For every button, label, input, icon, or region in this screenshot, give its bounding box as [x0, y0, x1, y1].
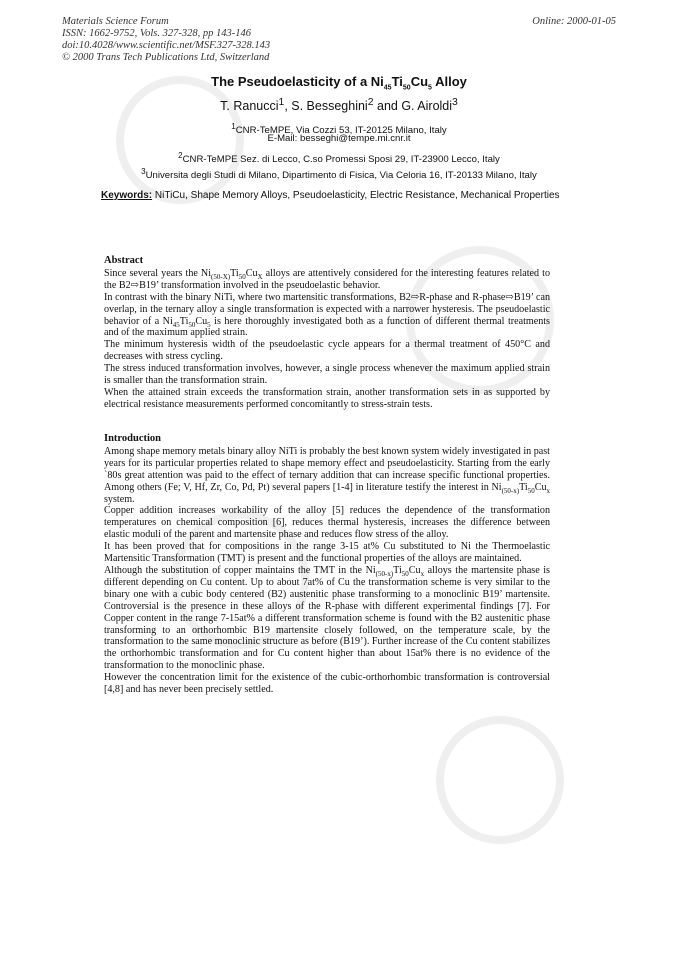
- copyright-line: © 2000 Trans Tech Publications Ltd, Switzerland: [62, 52, 270, 63]
- keywords-text: NiTiCu, Shape Memory Alloys, Pseudoelasticity, Electric Resistance, Mechanical Properties: [152, 190, 560, 201]
- abstract-section: [104, 255, 550, 411]
- affiliation-1: $^1$CNR-TeMPE, Via Cozzi 53, IT-20125 Milano, Italy: [231, 122, 447, 137]
- abstract-paragraph: In contrast with the binary NiTi, where two martensitic transformations, B2⇨R-phase and R-phase⇨B19’ can overlap, in the ternary alloy a single transformation is expected with a narrower hysteresis. The pseudoelastic behavior of a $Ni_{45}Ti_{50}Cu_5$ is here thoroughly investigated both as a function of different thermal treatments and of the maximum applied strain.: [104, 291, 550, 339]
- introduction-paragraph: Among shape memory metals binary alloy NiTi is probably the best known system widely investigated in past years for its particular properties related to shape memory effect and pseudoelasticity. Starting from the early `80s great attention was paid to the effect of ternary addition that can increase specific functional properties. Among others (Fe; V, Hf, Zr, Co, Pd, Pt) several papers [1-4] in literature testify the interest in $Ni_{(50-x)}Ti_{50}Cu_x$ system.: [104, 445, 550, 505]
- paper-title: The Pseudoelasticity of a $Ni_{45}Ti_{50}Cu_5$ Alloy: [211, 74, 467, 92]
- author-email: E-Mail: besseghi@tempe.mi.cnr.it: [267, 133, 411, 144]
- issn-line: ISSN: 1662-9752, Vols. 327-328, pp 143-146: [62, 28, 251, 39]
- introduction-paragraph: However the concentration limit for the existence of the cubic-orthorhombic transformation is controversial [4,8] and has never been precisely settled.: [104, 672, 550, 696]
- abstract-paragraph: When the attained strain exceeds the transformation strain, another transformation sets in as supported by electrical resistance measurements performed concomitantly to stress-strain tests.: [104, 386, 550, 410]
- keywords-block: [101, 190, 579, 202]
- doi-line: doi:10.4028/www.scientific.net/MSF.327-328.143: [62, 40, 271, 51]
- introduction-heading: Introduction: [104, 433, 161, 444]
- introduction-paragraph: Although the substitution of copper maintains the TMT in the $Ni_{(50-x)}Ti_{50}Cu_x$ alloys the martensite phase is different depending on Cu content. Up to about 7at% of Cu the transformation scheme is very similar to the binary one with a cubic body centered (B2) austenitic phase transforming to a monoclinic B19’ martensite. Controversial is the presence in these alloys of the R-phase with different experimental findings [7]. For Copper content in the range 7-15at% a different transformation scheme is found with the B2 austenitic phase transforming to an orthorhombic B19 martensite closely followed, on the temperature scale, by the transformation to the same monoclinic structure as before (B19’). Further increase of the Cu content stabilizes the orthorhombic transformation and for Cu content higher than about 15at% there is no evidence of the transformation to the monoclinic phase.: [104, 564, 550, 672]
- affiliation-3: $^3$Universita degli Studi di Milano, Dipartimento di Fisica, Via Celoria 16, IT-20133 Milano, Italy: [141, 167, 537, 182]
- abstract-paragraph: The minimum hysteresis width of the pseudoelastic cycle appears for a thermal treatment of 450°C and decreases with stress cycling.: [104, 339, 550, 363]
- introduction-section: [104, 433, 550, 696]
- keywords-label: Keywords:: [101, 190, 153, 201]
- introduction-paragraph: Copper addition increases workability of the alloy [5] reduces the dependence of the transformation temperatures on chemical composition [6], reduces thermal hysteresis, increases the difference between elastic moduli of the parent and martensite phase and reduces flow stress of the alloy.: [104, 505, 550, 541]
- abstract-heading: Abstract: [104, 255, 144, 266]
- author-list: T. Ranucci$^1$, S. Besseghini$^2$ and G. Airoldi$^3$: [220, 97, 458, 114]
- abstract-paragraph: The stress induced transformation involves, however, a single process whenever the maximum applied strain is smaller than the transformation strain.: [104, 363, 550, 387]
- online-date: Online: 2000-01-05: [532, 16, 616, 27]
- abstract-paragraph: Since several years the $Ni_{(50-X)}Ti_{50}Cu_X$ alloys are attentively considered for the interesting features related to the B2⇨B19’ transformation involved in the pseudoelastic behavior.: [104, 267, 551, 291]
- affiliation-2: $^2$CNR-TeMPE Sez. di Lecco, C.so Promessi Sposi 29, IT-23900 Lecco, Italy: [178, 151, 500, 166]
- introduction-paragraph: It has been proved that for compositions in the range 3-15 at% Cu substituted to Ni the Thermoelastic Martensitic Transformation (TMT) is present and the functional properties of the alloys are maintained.: [104, 541, 550, 565]
- journal-name: Materials Science Forum: [62, 16, 169, 27]
